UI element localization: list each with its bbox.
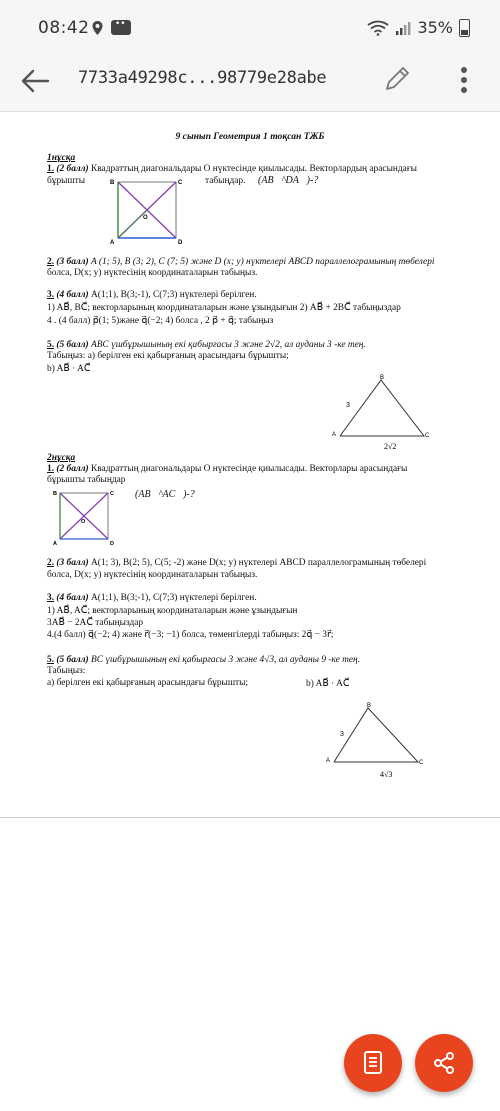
v2-q1-formula: (AB⃗^AC⃗)-? [135,489,195,500]
v1-question-2-line2: болса, D(x; y) нүктесінің координаталарын табыңыз. [47,268,258,278]
v1-triangle-figure [328,370,438,460]
v2-question-1-line2: бұрышты табыңдар [47,475,126,485]
v2-question-2-line2: болса, D(x; y) нүктесінің координаталарын табыңыз. [47,570,258,580]
v1-question-3: 3. (4 балл) A(1;1), B(3;-1), C(7;3) нүктелері берілген. [47,290,257,300]
pencil-icon[interactable] [380,62,414,96]
v1-question-5-b: b) AB⃗ · AC⃗ [47,364,91,374]
status-right [367,18,470,37]
status-time: 08:42 [38,18,90,38]
battery-percent: 35% [417,18,453,37]
signal-icon [395,20,411,36]
v1-question-1-line2: бұрышты [47,176,86,186]
v2-question-1: 1. (2 балл) Квадраттың диагональдары О нүктесінде қиылысады. Векторлары арасындағы [47,464,408,474]
v1-question-4: 4 . (4 балл) p⃗(1; 5)және q⃗(−2; 4) болса , 2 p⃗ + q⃗; табыңыз [47,316,274,326]
app-bar [0,56,500,112]
svg-text:C: C [178,180,183,186]
v2-question-2: 2. (3 балл) A(1; 3), B(2; 5), C(5; -2) және D(x; y) нүктелері ABCD параллелограмының төбелері [47,558,427,568]
v2-triangle-figure [318,698,428,786]
v1-question-1-find: табыңдар. [205,176,246,186]
document-title: 7733a49298c...98779e28abe [78,68,327,88]
back-arrow-icon[interactable] [18,64,52,98]
status-icons-left [92,20,131,35]
svg-text:O: O [81,519,86,525]
svg-text:3: 3 [346,402,350,409]
document-list-button[interactable] [344,1034,402,1092]
variant-2-heading: 2нұсқа [47,453,76,463]
v2-question-3: 3. (4 балл) A(1;1), B(3;-1), C(7;3) нүктелері берілген. [47,593,257,603]
v1-square-figure [106,172,186,247]
v1-question-3-line1: 1) AB⃗, BC⃗; векторларының координаталарын және ұзындығын 2) AB⃗ + 2BC⃗ табыңыздар [47,303,401,313]
status-bar [0,0,500,56]
svg-text:B: B [110,180,115,186]
v2-square-figure [50,485,116,547]
svg-text:4√3: 4√3 [380,770,393,779]
wifi-icon [367,20,389,36]
svg-text:A: A [326,758,331,764]
svg-text:3: 3 [340,731,344,738]
svg-text:A: A [53,541,57,547]
svg-text:O: O [143,215,148,221]
v2-question-3-line2: 3AB⃗ − 2AC⃗ табыңыздар [47,618,144,628]
share-icon [432,1051,456,1075]
v1-question-1: 1. (2 балл) Квадраттың диагональдары О нүктесінде қиылысады. Векторлардың арасындағы [47,164,417,174]
v2-question-5-b: b) AB⃗ · AC⃗ [306,679,350,689]
share-button[interactable] [415,1034,473,1092]
v2-question-4: 4.(4 балл) q⃗(−2; 4) және r⃗(−3; −1) болса, төменгілерді табыңыз: 2q⃗ − 3r⃗; [47,630,334,640]
document-title-text: 9 сынып Геометрия 1 тоқсан ТЖБ [175,131,325,142]
svg-text:C: C [425,433,430,439]
svg-text:2√2: 2√2 [384,442,397,451]
battery-icon [459,19,470,37]
v2-question-5: 5. (5 балл) BC үшбұрышының екі қабырғасы 3 және 4√3, ал ауданы 9 -ке тең. [47,655,361,665]
document-list-icon [362,1051,384,1075]
svg-text:D: D [110,541,114,547]
more-vertical-icon[interactable] [454,62,474,98]
variant-1-heading: 1нұсқа [47,153,76,163]
v1-question-5-find: Табыңыз: a) берілген екі қабырғаның арасындағы бұрышты; [47,351,289,361]
svg-text:A: A [332,432,337,438]
v2-question-5-a: a) берілген екі қабырғаның арасындағы бұрышты; [47,678,249,688]
v2-question-3-line1: 1) AB⃗, AC⃗; векторларының координаталарын және ұзындығын [47,606,298,616]
svg-text:B: B [380,375,385,381]
v1-question-2: 2. (3 балл) A (1; 5), B (3; 2), C (7; 5) және D (x; y) нүктелері ABCD параллелограмының төбелері [47,257,435,267]
v1-question-5: 5. (5 балл) ABC үшбұрышының екі қабырғасы 3 және 2√2, ал ауданы 3 -ке тең. [47,340,366,350]
document-page [0,112,500,818]
svg-text:B: B [53,491,57,497]
svg-text:B: B [367,703,372,709]
message-icon [111,20,131,35]
svg-text:D: D [178,240,183,246]
v1-q1-formula: (AB⃗^DA⃗)-? [258,175,319,186]
svg-text:C: C [419,760,424,766]
location-icon [92,21,103,35]
svg-text:C: C [110,491,114,497]
v2-question-5-find: Табыңыз: [47,666,86,676]
svg-text:A: A [110,240,115,246]
